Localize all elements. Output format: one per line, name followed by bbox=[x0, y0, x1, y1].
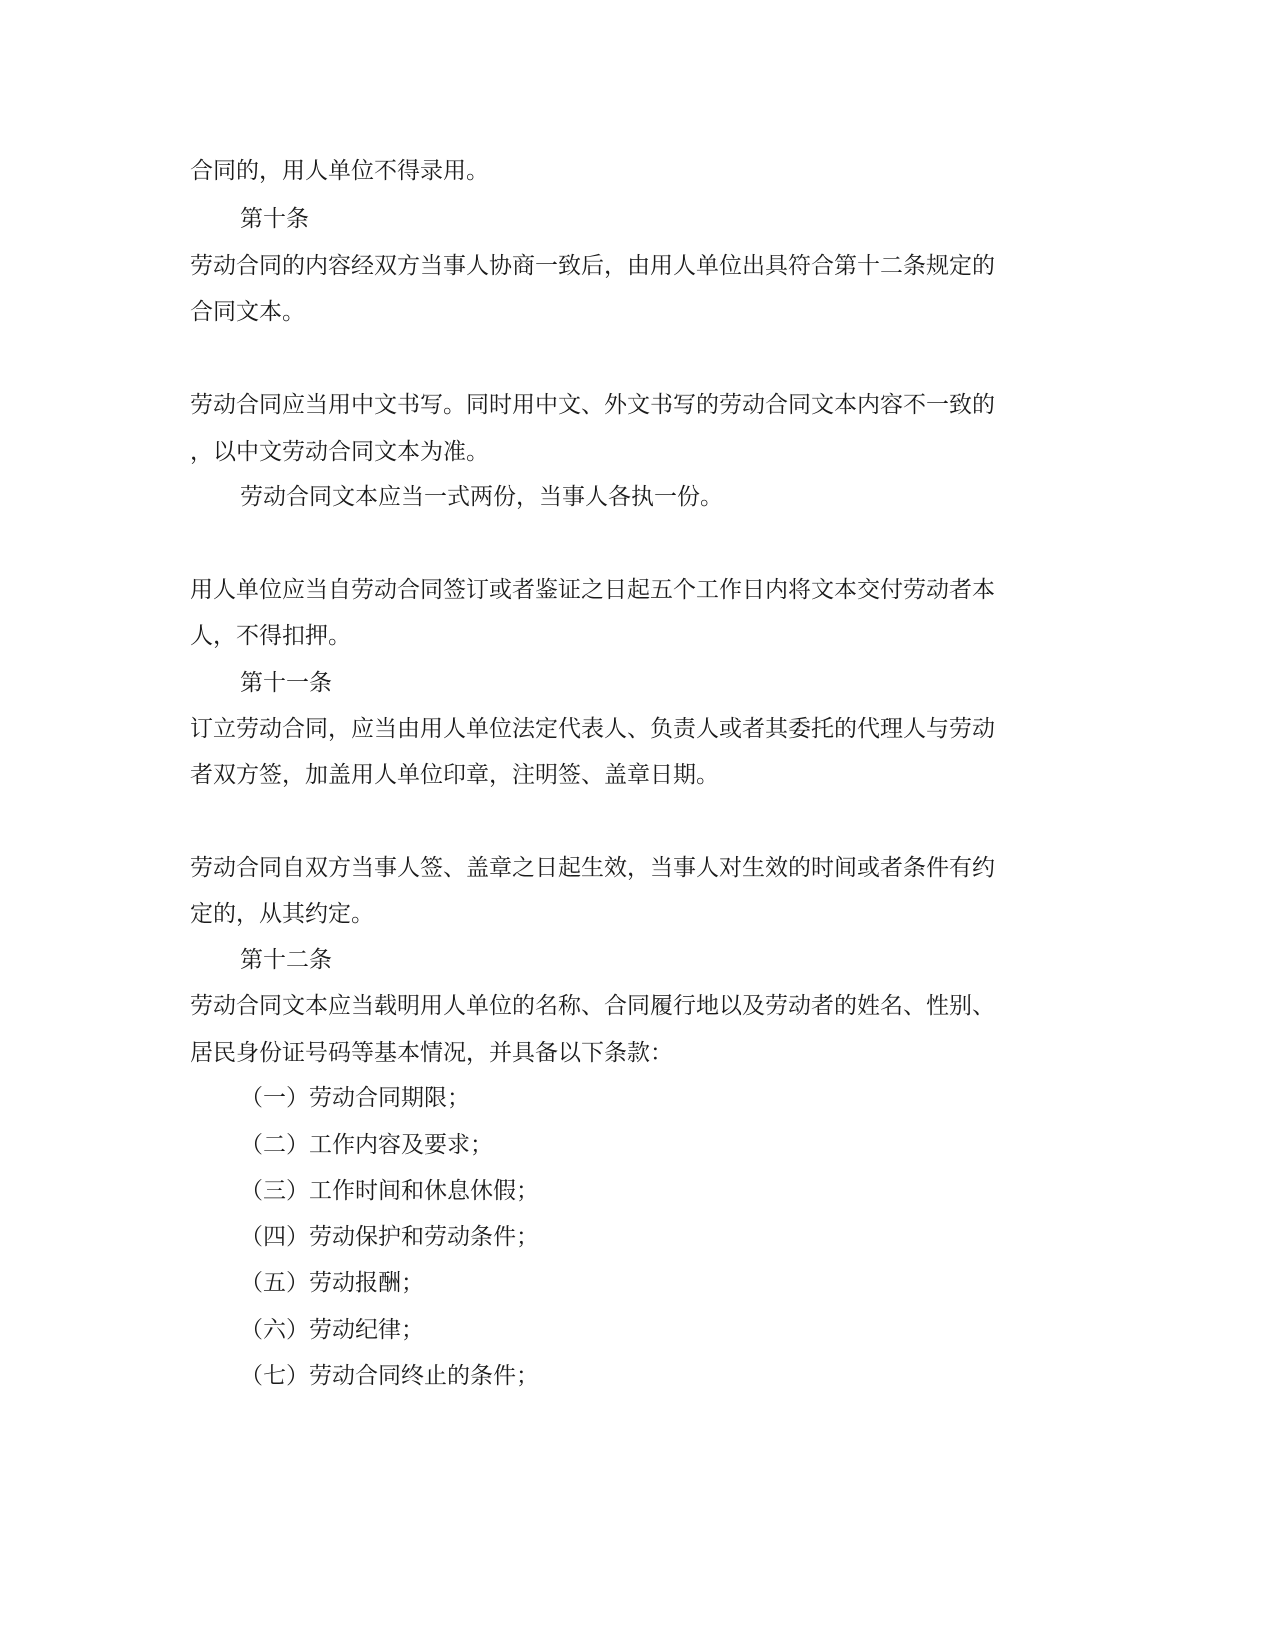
text-line: 劳动合同文本应当载明用人单位的名称、合同履行地以及劳动者的姓名、性别、 bbox=[190, 993, 995, 1019]
list-item: （六）劳动纪律； bbox=[240, 1317, 424, 1343]
text-line: 合同的，用人单位不得录用。 bbox=[190, 158, 489, 184]
text-line: 定的，从其约定。 bbox=[190, 901, 374, 927]
list-item: （二）工作内容及要求； bbox=[240, 1132, 493, 1158]
article-heading: 第十一条 bbox=[240, 670, 332, 696]
article-heading: 第十条 bbox=[240, 206, 309, 232]
list-item: （四）劳动保护和劳动条件； bbox=[240, 1224, 539, 1250]
list-item: （一）劳动合同期限； bbox=[240, 1085, 470, 1111]
list-item: （五）劳动报酬； bbox=[240, 1270, 424, 1296]
text-line: 居民身份证号码等基本情况，并具备以下条款： bbox=[190, 1040, 673, 1066]
text-line: 劳动合同的内容经双方当事人协商一致后，由用人单位出具符合第十二条规定的 bbox=[190, 253, 995, 279]
text-line: ，以中文劳动合同文本为准。 bbox=[190, 439, 489, 465]
text-line: 用人单位应当自劳动合同签订或者鉴证之日起五个工作日内将文本交付劳动者本 bbox=[190, 577, 995, 603]
list-item: （七）劳动合同终止的条件； bbox=[240, 1363, 539, 1389]
text-line: 人，不得扣押。 bbox=[190, 623, 351, 649]
text-line: 合同文本。 bbox=[190, 299, 305, 325]
text-line: 订立劳动合同，应当由用人单位法定代表人、负责人或者其委托的代理人与劳动 bbox=[190, 716, 995, 742]
text-line: 劳动合同自双方当事人签、盖章之日起生效，当事人对生效的时间或者条件有约 bbox=[190, 855, 995, 881]
text-line: 劳动合同文本应当一式两份，当事人各执一份。 bbox=[240, 484, 723, 510]
list-item: （三）工作时间和休息休假； bbox=[240, 1178, 539, 1204]
text-line: 劳动合同应当用中文书写。同时用中文、外文书写的劳动合同文本内容不一致的 bbox=[190, 392, 995, 418]
article-heading: 第十二条 bbox=[240, 947, 332, 973]
text-line: 者双方签，加盖用人单位印章，注明签、盖章日期。 bbox=[190, 762, 719, 788]
